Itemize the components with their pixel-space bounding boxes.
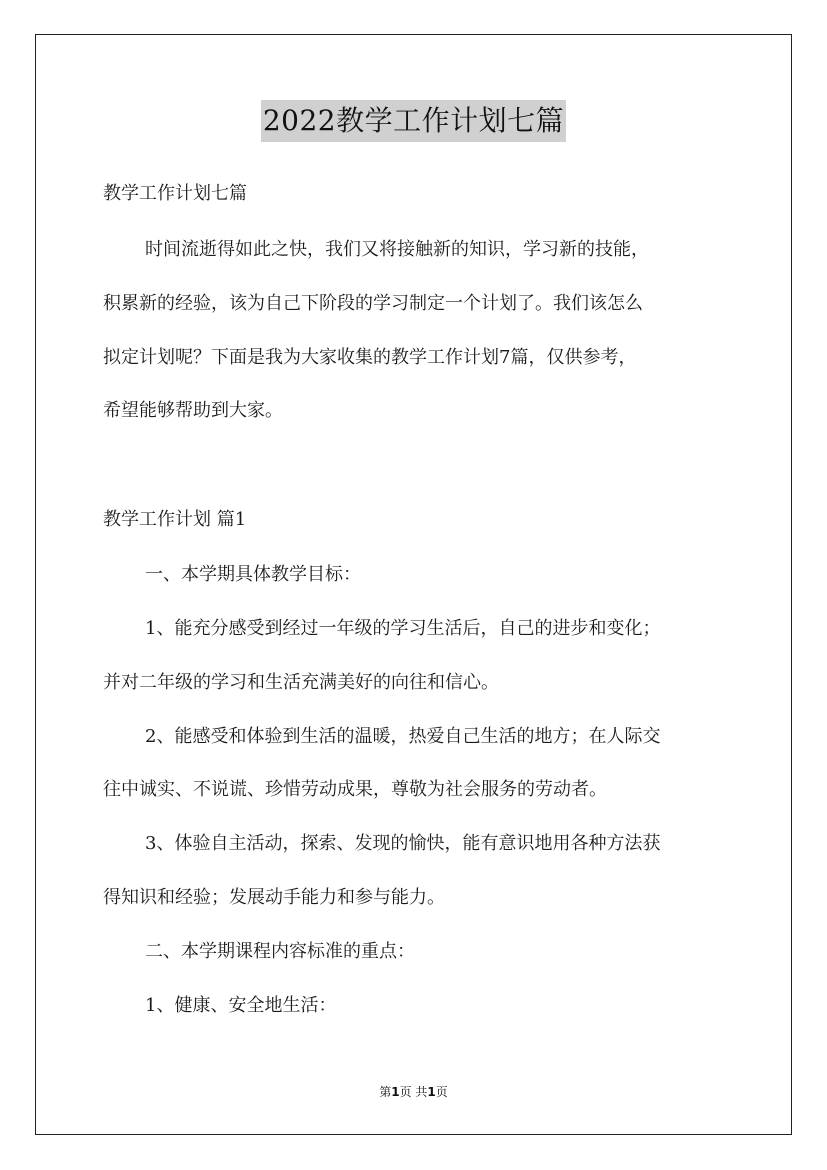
paragraph-line: 积累新的经验，该为自己下阶段的学习制定一个计划了。我们该怎么 bbox=[103, 293, 643, 314]
paragraph-line: 1、能充分感受到经过一年级的学习生活后，自己的进步和变化； bbox=[145, 618, 661, 639]
footer-page-total: 1 bbox=[427, 1085, 436, 1099]
paragraph-line: 得知识和经验；发展动手能力和参与能力。 bbox=[103, 887, 445, 908]
paragraph-line: 时间流逝得如此之快，我们又将接触新的知识，学习新的技能， bbox=[145, 239, 649, 260]
subsection-heading: 一、本学期具体教学目标： bbox=[145, 564, 361, 585]
footer-suffix: 页 bbox=[435, 1085, 448, 1099]
paragraph-line: 1、健康、安全地生活： bbox=[145, 995, 337, 1016]
document-title: 2022教学工作计划七篇 bbox=[261, 100, 566, 142]
paragraph-line: 3、体验自主活动，探索、发现的愉快，能有意识地用各种方法获 bbox=[145, 833, 661, 854]
title-container bbox=[0, 100, 827, 142]
footer-page-current: 1 bbox=[391, 1085, 400, 1099]
subtitle-line: 教学工作计划七篇 bbox=[103, 183, 247, 204]
footer-prefix: 第 bbox=[379, 1085, 392, 1099]
paragraph-line: 并对二年级的学习和生活充满美好的向往和信心。 bbox=[103, 672, 499, 693]
paragraph-line: 拟定计划呢？下面是我为大家收集的教学工作计划7篇，仅供参考， bbox=[103, 347, 637, 368]
section-heading: 教学工作计划 篇1 bbox=[103, 509, 247, 530]
footer-mid: 页 共 bbox=[399, 1085, 428, 1099]
page-footer bbox=[0, 1083, 827, 1100]
paragraph-line: 往中诚实、不说谎、珍惜劳动成果，尊敬为社会服务的劳动者。 bbox=[103, 779, 607, 800]
paragraph-line: 2、能感受和体验到生活的温暖，热爱自己生活的地方；在人际交 bbox=[145, 726, 661, 747]
paragraph-line: 希望能够帮助到大家。 bbox=[103, 400, 283, 421]
subsection-heading: 二、本学期课程内容标准的重点： bbox=[145, 941, 415, 962]
